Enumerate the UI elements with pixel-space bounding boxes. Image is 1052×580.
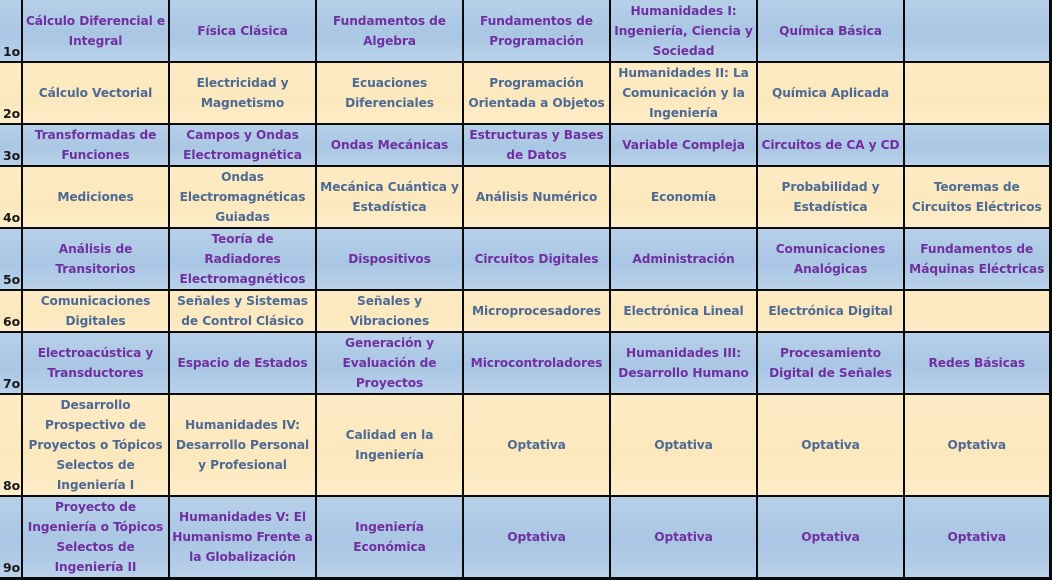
semester-row-9	[0, 496, 1050, 579]
course-cell: Cálculo Diferencial e Integral	[22, 0, 169, 62]
course-cell: Economía	[610, 166, 757, 228]
semester-row-4	[0, 166, 1050, 228]
course-cell: Optativa	[904, 496, 1050, 579]
course-cell: Humanidades IV: Desarrollo Personal y Profesional	[169, 394, 316, 496]
semester-row-8	[0, 394, 1050, 496]
course-cell: Fundamentos de Programación	[463, 0, 610, 62]
course-cell: Análisis de Transitorios	[22, 228, 169, 290]
course-cell: Dispositivos	[316, 228, 463, 290]
course-cell: Ondas Electromagnéticas Guiadas	[169, 166, 316, 228]
semester-label: 2o	[0, 62, 22, 124]
semester-row-5	[0, 228, 1050, 290]
course-cell: Procesamiento Digital de Señales	[757, 332, 904, 394]
course-cell: Fundamentos de Algebra	[316, 0, 463, 62]
course-cell: Optativa	[757, 496, 904, 579]
course-cell: Química Básica	[757, 0, 904, 62]
course-cell: Administración	[610, 228, 757, 290]
semester-label: 5o	[0, 228, 22, 290]
course-cell: Ingeniería Económica	[316, 496, 463, 579]
course-cell: Humanidades V: El Humanismo Frente a la Globalización	[169, 496, 316, 579]
semester-row-7	[0, 332, 1050, 394]
course-cell: Humanidades II: La Comunicación y la Ingeniería	[610, 62, 757, 124]
course-cell: Química Aplicada	[757, 62, 904, 124]
course-cell: Teoremas de Circuitos Eléctricos	[904, 166, 1050, 228]
course-cell: Circuitos de CA y CD	[757, 124, 904, 166]
course-cell: Generación y Evaluación de Proyectos	[316, 332, 463, 394]
course-cell: Variable Compleja	[610, 124, 757, 166]
semester-row-3	[0, 124, 1050, 166]
semester-row-2	[0, 62, 1050, 124]
course-cell: Proyecto de Ingeniería o Tópicos Selectos de Ingeniería II	[22, 496, 169, 579]
course-cell	[904, 0, 1050, 62]
course-cell: Fundamentos de Máquinas Eléctricas	[904, 228, 1050, 290]
course-cell: Campos y Ondas Electromagnética	[169, 124, 316, 166]
course-cell: Optativa	[610, 496, 757, 579]
semester-label: 4o	[0, 166, 22, 228]
course-cell: Ondas Mecánicas	[316, 124, 463, 166]
course-cell: Probabilidad y Estadística	[757, 166, 904, 228]
course-cell: Señales y Sistemas de Control Clásico	[169, 290, 316, 332]
course-cell: Electricidad y Magnetismo	[169, 62, 316, 124]
semester-label: 6o	[0, 290, 22, 332]
course-cell: Programación Orientada a Objetos	[463, 62, 610, 124]
course-cell: Comunicaciones Digitales	[22, 290, 169, 332]
course-cell: Teoría de Radiadores Electromagnéticos	[169, 228, 316, 290]
course-cell: Física Clásica	[169, 0, 316, 62]
course-cell: Señales y Vibraciones	[316, 290, 463, 332]
course-cell: Calidad en la Ingeniería	[316, 394, 463, 496]
course-cell: Circuitos Digitales	[463, 228, 610, 290]
course-cell: Análisis Numérico	[463, 166, 610, 228]
semester-label: 7o	[0, 332, 22, 394]
course-cell: Optativa	[757, 394, 904, 496]
course-cell: Ecuaciones Diferenciales	[316, 62, 463, 124]
course-cell: Mediciones	[22, 166, 169, 228]
course-cell	[904, 62, 1050, 124]
semester-row-6	[0, 290, 1050, 332]
course-cell: Transformadas de Funciones	[22, 124, 169, 166]
course-cell: Electroacústica y Transductores	[22, 332, 169, 394]
course-cell: Desarrollo Prospectivo de Proyectos o Tópicos Selectos de Ingeniería I	[22, 394, 169, 496]
course-cell: Redes Básicas	[904, 332, 1050, 394]
course-cell: Electrónica Digital	[757, 290, 904, 332]
course-cell: Microcontroladores	[463, 332, 610, 394]
semester-row-1	[0, 0, 1050, 62]
course-cell: Humanidades I: Ingeniería, Ciencia y Sociedad	[610, 0, 757, 62]
course-cell: Mecánica Cuántica y Estadística	[316, 166, 463, 228]
course-cell: Humanidades III: Desarrollo Humano	[610, 332, 757, 394]
course-cell	[904, 290, 1050, 332]
course-cell: Optativa	[463, 394, 610, 496]
course-cell: Microprocesadores	[463, 290, 610, 332]
course-cell: Espacio de Estados	[169, 332, 316, 394]
course-cell: Comunicaciones Analógicas	[757, 228, 904, 290]
semester-label: 1o	[0, 0, 22, 62]
course-cell: Optativa	[463, 496, 610, 579]
course-cell: Optativa	[610, 394, 757, 496]
course-cell	[904, 124, 1050, 166]
semester-label: 9o	[0, 496, 22, 579]
course-cell: Cálculo Vectorial	[22, 62, 169, 124]
semester-label: 8o	[0, 394, 22, 496]
course-cell: Optativa	[904, 394, 1050, 496]
semester-label: 3o	[0, 124, 22, 166]
course-cell: Estructuras y Bases de Datos	[463, 124, 610, 166]
course-cell: Electrónica Lineal	[610, 290, 757, 332]
